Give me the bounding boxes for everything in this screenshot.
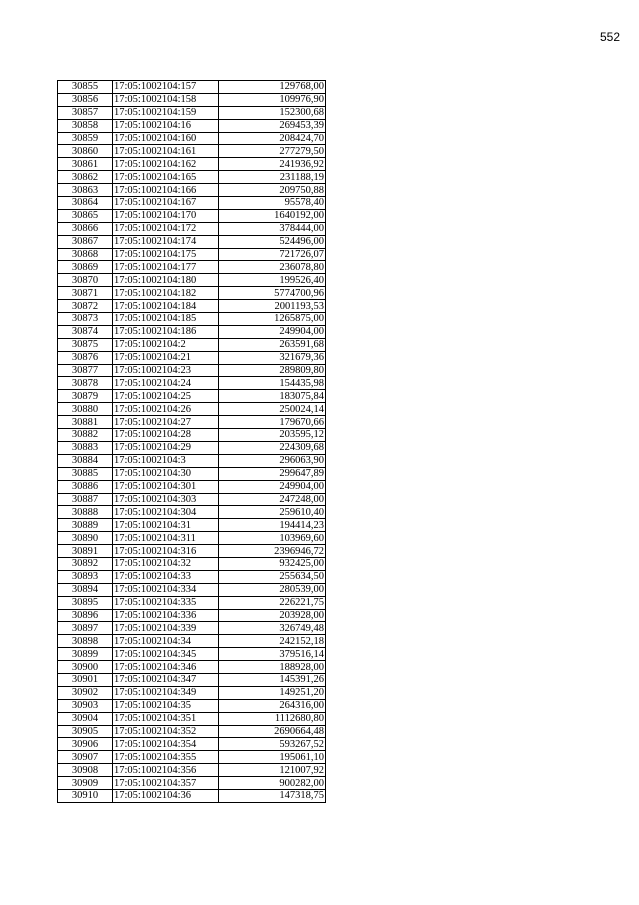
amount-cell: 263591,68 bbox=[219, 338, 326, 351]
row-number-cell: 30871 bbox=[58, 287, 113, 300]
cadastral-number-cell: 17:05:1002104:347 bbox=[113, 673, 219, 686]
amount-cell: 2396946,72 bbox=[219, 545, 326, 558]
amount-cell: 264316,00 bbox=[219, 699, 326, 712]
cadastral-number-cell: 17:05:1002104:184 bbox=[113, 300, 219, 313]
table-row bbox=[58, 570, 326, 583]
table-row bbox=[58, 686, 326, 699]
cadastral-number-cell: 17:05:1002104:316 bbox=[113, 545, 219, 558]
row-number-cell: 30907 bbox=[58, 751, 113, 764]
table-row bbox=[58, 313, 326, 326]
cadastral-number-cell: 17:05:1002104:174 bbox=[113, 235, 219, 248]
cadastral-number-cell: 17:05:1002104:29 bbox=[113, 441, 219, 454]
table-row bbox=[58, 235, 326, 248]
amount-cell: 236078,80 bbox=[219, 261, 326, 274]
row-number-cell: 30879 bbox=[58, 390, 113, 403]
amount-cell: 721726,07 bbox=[219, 248, 326, 261]
amount-cell: 224309,68 bbox=[219, 441, 326, 454]
amount-cell: 183075,84 bbox=[219, 390, 326, 403]
table-row bbox=[58, 403, 326, 416]
table-row bbox=[58, 390, 326, 403]
row-number-cell: 30857 bbox=[58, 106, 113, 119]
table-row bbox=[58, 699, 326, 712]
table-row bbox=[58, 429, 326, 442]
amount-cell: 289809,80 bbox=[219, 364, 326, 377]
cadastral-number-cell: 17:05:1002104:161 bbox=[113, 145, 219, 158]
cadastral-number-cell: 17:05:1002104:357 bbox=[113, 777, 219, 790]
cadastral-number-cell: 17:05:1002104:301 bbox=[113, 480, 219, 493]
table-row bbox=[58, 673, 326, 686]
table-row bbox=[58, 287, 326, 300]
amount-cell: 280539,00 bbox=[219, 583, 326, 596]
cadastral-number-cell: 17:05:1002104:26 bbox=[113, 403, 219, 416]
table-row bbox=[58, 609, 326, 622]
amount-cell: 209750,88 bbox=[219, 184, 326, 197]
cadastral-number-cell: 17:05:1002104:185 bbox=[113, 313, 219, 326]
table-row bbox=[58, 119, 326, 132]
table-row bbox=[58, 545, 326, 558]
row-number-cell: 30908 bbox=[58, 764, 113, 777]
cadastral-number-cell: 17:05:1002104:355 bbox=[113, 751, 219, 764]
table-row bbox=[58, 480, 326, 493]
amount-cell: 95578,40 bbox=[219, 197, 326, 210]
table-row bbox=[58, 467, 326, 480]
table-row bbox=[58, 441, 326, 454]
amount-cell: 299647,89 bbox=[219, 467, 326, 480]
row-number-cell: 30897 bbox=[58, 622, 113, 635]
cadastral-number-cell: 17:05:1002104:336 bbox=[113, 609, 219, 622]
row-number-cell: 30875 bbox=[58, 338, 113, 351]
amount-cell: 188928,00 bbox=[219, 661, 326, 674]
row-number-cell: 30876 bbox=[58, 351, 113, 364]
cadastral-number-cell: 17:05:1002104:36 bbox=[113, 789, 219, 802]
cadastral-number-cell: 17:05:1002104:177 bbox=[113, 261, 219, 274]
cadastral-number-cell: 17:05:1002104:175 bbox=[113, 248, 219, 261]
cadastral-number-cell: 17:05:1002104:3 bbox=[113, 454, 219, 467]
amount-cell: 154435,98 bbox=[219, 377, 326, 390]
table-row bbox=[58, 197, 326, 210]
cadastral-number-cell: 17:05:1002104:33 bbox=[113, 570, 219, 583]
row-number-cell: 30882 bbox=[58, 429, 113, 442]
row-number-cell: 30877 bbox=[58, 364, 113, 377]
page-number: 552 bbox=[599, 30, 620, 44]
cadastral-number-cell: 17:05:1002104:339 bbox=[113, 622, 219, 635]
table-row bbox=[58, 661, 326, 674]
cadastral-number-cell: 17:05:1002104:21 bbox=[113, 351, 219, 364]
table-row bbox=[58, 171, 326, 184]
table-row bbox=[58, 132, 326, 145]
table-row bbox=[58, 454, 326, 467]
cadastral-number-cell: 17:05:1002104:354 bbox=[113, 738, 219, 751]
table-row bbox=[58, 184, 326, 197]
cadastral-number-cell: 17:05:1002104:351 bbox=[113, 712, 219, 725]
amount-cell: 208424,70 bbox=[219, 132, 326, 145]
row-number-cell: 30884 bbox=[58, 454, 113, 467]
row-number-cell: 30885 bbox=[58, 467, 113, 480]
row-number-cell: 30899 bbox=[58, 648, 113, 661]
row-number-cell: 30863 bbox=[58, 184, 113, 197]
amount-cell: 145391,26 bbox=[219, 673, 326, 686]
table-row bbox=[58, 493, 326, 506]
amount-cell: 296063,90 bbox=[219, 454, 326, 467]
cadastral-number-cell: 17:05:1002104:180 bbox=[113, 274, 219, 287]
row-number-cell: 30873 bbox=[58, 313, 113, 326]
row-number-cell: 30898 bbox=[58, 635, 113, 648]
cadastral-number-cell: 17:05:1002104:23 bbox=[113, 364, 219, 377]
cadastral-number-cell: 17:05:1002104:356 bbox=[113, 764, 219, 777]
row-number-cell: 30910 bbox=[58, 789, 113, 802]
table-row bbox=[58, 416, 326, 429]
table-row bbox=[58, 532, 326, 545]
table-row bbox=[58, 583, 326, 596]
row-number-cell: 30887 bbox=[58, 493, 113, 506]
table-row bbox=[58, 158, 326, 171]
amount-cell: 194414,23 bbox=[219, 519, 326, 532]
amount-cell: 259610,40 bbox=[219, 506, 326, 519]
amount-cell: 179670,66 bbox=[219, 416, 326, 429]
cadastral-number-cell: 17:05:1002104:311 bbox=[113, 532, 219, 545]
row-number-cell: 30874 bbox=[58, 325, 113, 338]
cadastral-number-cell: 17:05:1002104:160 bbox=[113, 132, 219, 145]
table-row bbox=[58, 261, 326, 274]
amount-cell: 129768,00 bbox=[219, 81, 326, 94]
table-row bbox=[58, 338, 326, 351]
amount-cell: 195061,10 bbox=[219, 751, 326, 764]
cadastral-number-cell: 17:05:1002104:27 bbox=[113, 416, 219, 429]
table-row bbox=[58, 751, 326, 764]
amount-cell: 379516,14 bbox=[219, 648, 326, 661]
row-number-cell: 30860 bbox=[58, 145, 113, 158]
row-number-cell: 30856 bbox=[58, 93, 113, 106]
table-row bbox=[58, 81, 326, 94]
table-row bbox=[58, 764, 326, 777]
cadastral-number-cell: 17:05:1002104:304 bbox=[113, 506, 219, 519]
cadastral-number-cell: 17:05:1002104:158 bbox=[113, 93, 219, 106]
row-number-cell: 30862 bbox=[58, 171, 113, 184]
table-row bbox=[58, 222, 326, 235]
cadastral-number-cell: 17:05:1002104:186 bbox=[113, 325, 219, 338]
table-row bbox=[58, 145, 326, 158]
row-number-cell: 30900 bbox=[58, 661, 113, 674]
row-number-cell: 30893 bbox=[58, 570, 113, 583]
amount-cell: 378444,00 bbox=[219, 222, 326, 235]
row-number-cell: 30903 bbox=[58, 699, 113, 712]
row-number-cell: 30889 bbox=[58, 519, 113, 532]
table-row bbox=[58, 209, 326, 222]
table-row bbox=[58, 364, 326, 377]
row-number-cell: 30888 bbox=[58, 506, 113, 519]
row-number-cell: 30894 bbox=[58, 583, 113, 596]
row-number-cell: 30891 bbox=[58, 545, 113, 558]
amount-cell: 242152,18 bbox=[219, 635, 326, 648]
amount-cell: 5774700,96 bbox=[219, 287, 326, 300]
amount-cell: 2001193,53 bbox=[219, 300, 326, 313]
row-number-cell: 30901 bbox=[58, 673, 113, 686]
cadastral-number-cell: 17:05:1002104:35 bbox=[113, 699, 219, 712]
row-number-cell: 30867 bbox=[58, 235, 113, 248]
amount-cell: 226221,75 bbox=[219, 596, 326, 609]
table-row bbox=[58, 325, 326, 338]
row-number-cell: 30861 bbox=[58, 158, 113, 171]
cadastral-number-cell: 17:05:1002104:334 bbox=[113, 583, 219, 596]
amount-cell: 1112680,80 bbox=[219, 712, 326, 725]
amount-cell: 277279,50 bbox=[219, 145, 326, 158]
table-row bbox=[58, 622, 326, 635]
cadastral-number-cell: 17:05:1002104:32 bbox=[113, 557, 219, 570]
row-number-cell: 30892 bbox=[58, 557, 113, 570]
amount-cell: 231188,19 bbox=[219, 171, 326, 184]
cadastral-number-cell: 17:05:1002104:303 bbox=[113, 493, 219, 506]
row-number-cell: 30872 bbox=[58, 300, 113, 313]
cadastral-number-cell: 17:05:1002104:24 bbox=[113, 377, 219, 390]
cadastral-number-cell: 17:05:1002104:162 bbox=[113, 158, 219, 171]
amount-cell: 121007,92 bbox=[219, 764, 326, 777]
table-row bbox=[58, 557, 326, 570]
cadastral-number-cell: 17:05:1002104:335 bbox=[113, 596, 219, 609]
cadastral-table bbox=[57, 80, 326, 803]
table-row bbox=[58, 300, 326, 313]
row-number-cell: 30909 bbox=[58, 777, 113, 790]
cadastral-number-cell: 17:05:1002104:16 bbox=[113, 119, 219, 132]
cadastral-number-cell: 17:05:1002104:346 bbox=[113, 661, 219, 674]
cadastral-number-cell: 17:05:1002104:170 bbox=[113, 209, 219, 222]
cadastral-number-cell: 17:05:1002104:165 bbox=[113, 171, 219, 184]
cadastral-number-cell: 17:05:1002104:2 bbox=[113, 338, 219, 351]
amount-cell: 932425,00 bbox=[219, 557, 326, 570]
amount-cell: 149251,20 bbox=[219, 686, 326, 699]
amount-cell: 152300,68 bbox=[219, 106, 326, 119]
row-number-cell: 30896 bbox=[58, 609, 113, 622]
amount-cell: 321679,36 bbox=[219, 351, 326, 364]
cadastral-number-cell: 17:05:1002104:31 bbox=[113, 519, 219, 532]
row-number-cell: 30865 bbox=[58, 209, 113, 222]
cadastral-number-cell: 17:05:1002104:166 bbox=[113, 184, 219, 197]
amount-cell: 269453,39 bbox=[219, 119, 326, 132]
row-number-cell: 30886 bbox=[58, 480, 113, 493]
cadastral-number-cell: 17:05:1002104:25 bbox=[113, 390, 219, 403]
cadastral-number-cell: 17:05:1002104:182 bbox=[113, 287, 219, 300]
row-number-cell: 30878 bbox=[58, 377, 113, 390]
row-number-cell: 30883 bbox=[58, 441, 113, 454]
amount-cell: 249904,00 bbox=[219, 325, 326, 338]
row-number-cell: 30868 bbox=[58, 248, 113, 261]
row-number-cell: 30855 bbox=[58, 81, 113, 94]
row-number-cell: 30880 bbox=[58, 403, 113, 416]
row-number-cell: 30858 bbox=[58, 119, 113, 132]
table-row bbox=[58, 725, 326, 738]
amount-cell: 250024,14 bbox=[219, 403, 326, 416]
row-number-cell: 30859 bbox=[58, 132, 113, 145]
amount-cell: 203595,12 bbox=[219, 429, 326, 442]
row-number-cell: 30881 bbox=[58, 416, 113, 429]
row-number-cell: 30905 bbox=[58, 725, 113, 738]
row-number-cell: 30904 bbox=[58, 712, 113, 725]
cadastral-number-cell: 17:05:1002104:349 bbox=[113, 686, 219, 699]
table-row bbox=[58, 377, 326, 390]
cadastral-number-cell: 17:05:1002104:345 bbox=[113, 648, 219, 661]
amount-cell: 900282,00 bbox=[219, 777, 326, 790]
table-row bbox=[58, 738, 326, 751]
cadastral-number-cell: 17:05:1002104:157 bbox=[113, 81, 219, 94]
table-row bbox=[58, 274, 326, 287]
table-row bbox=[58, 596, 326, 609]
amount-cell: 249904,00 bbox=[219, 480, 326, 493]
cadastral-number-cell: 17:05:1002104:167 bbox=[113, 197, 219, 210]
table-body bbox=[58, 81, 326, 803]
table-row bbox=[58, 519, 326, 532]
table-row bbox=[58, 506, 326, 519]
table-row bbox=[58, 351, 326, 364]
amount-cell: 247248,00 bbox=[219, 493, 326, 506]
cadastral-number-cell: 17:05:1002104:30 bbox=[113, 467, 219, 480]
amount-cell: 1640192,00 bbox=[219, 209, 326, 222]
row-number-cell: 30890 bbox=[58, 532, 113, 545]
table-row bbox=[58, 106, 326, 119]
cadastral-number-cell: 17:05:1002104:159 bbox=[113, 106, 219, 119]
amount-cell: 2690664,48 bbox=[219, 725, 326, 738]
table-row bbox=[58, 789, 326, 802]
amount-cell: 103969,60 bbox=[219, 532, 326, 545]
cadastral-number-cell: 17:05:1002104:352 bbox=[113, 725, 219, 738]
row-number-cell: 30906 bbox=[58, 738, 113, 751]
table-row bbox=[58, 648, 326, 661]
amount-cell: 524496,00 bbox=[219, 235, 326, 248]
cadastral-number-cell: 17:05:1002104:28 bbox=[113, 429, 219, 442]
row-number-cell: 30869 bbox=[58, 261, 113, 274]
table-row bbox=[58, 712, 326, 725]
table-row bbox=[58, 777, 326, 790]
amount-cell: 255634,50 bbox=[219, 570, 326, 583]
cadastral-number-cell: 17:05:1002104:172 bbox=[113, 222, 219, 235]
amount-cell: 241936,92 bbox=[219, 158, 326, 171]
amount-cell: 109976,90 bbox=[219, 93, 326, 106]
amount-cell: 147318,75 bbox=[219, 789, 326, 802]
table-row bbox=[58, 93, 326, 106]
amount-cell: 203928,00 bbox=[219, 609, 326, 622]
amount-cell: 199526,40 bbox=[219, 274, 326, 287]
amount-cell: 593267,52 bbox=[219, 738, 326, 751]
row-number-cell: 30866 bbox=[58, 222, 113, 235]
table-row bbox=[58, 248, 326, 261]
row-number-cell: 30870 bbox=[58, 274, 113, 287]
table-row bbox=[58, 635, 326, 648]
row-number-cell: 30895 bbox=[58, 596, 113, 609]
amount-cell: 1265875,00 bbox=[219, 313, 326, 326]
cadastral-number-cell: 17:05:1002104:34 bbox=[113, 635, 219, 648]
amount-cell: 326749,48 bbox=[219, 622, 326, 635]
row-number-cell: 30902 bbox=[58, 686, 113, 699]
row-number-cell: 30864 bbox=[58, 197, 113, 210]
